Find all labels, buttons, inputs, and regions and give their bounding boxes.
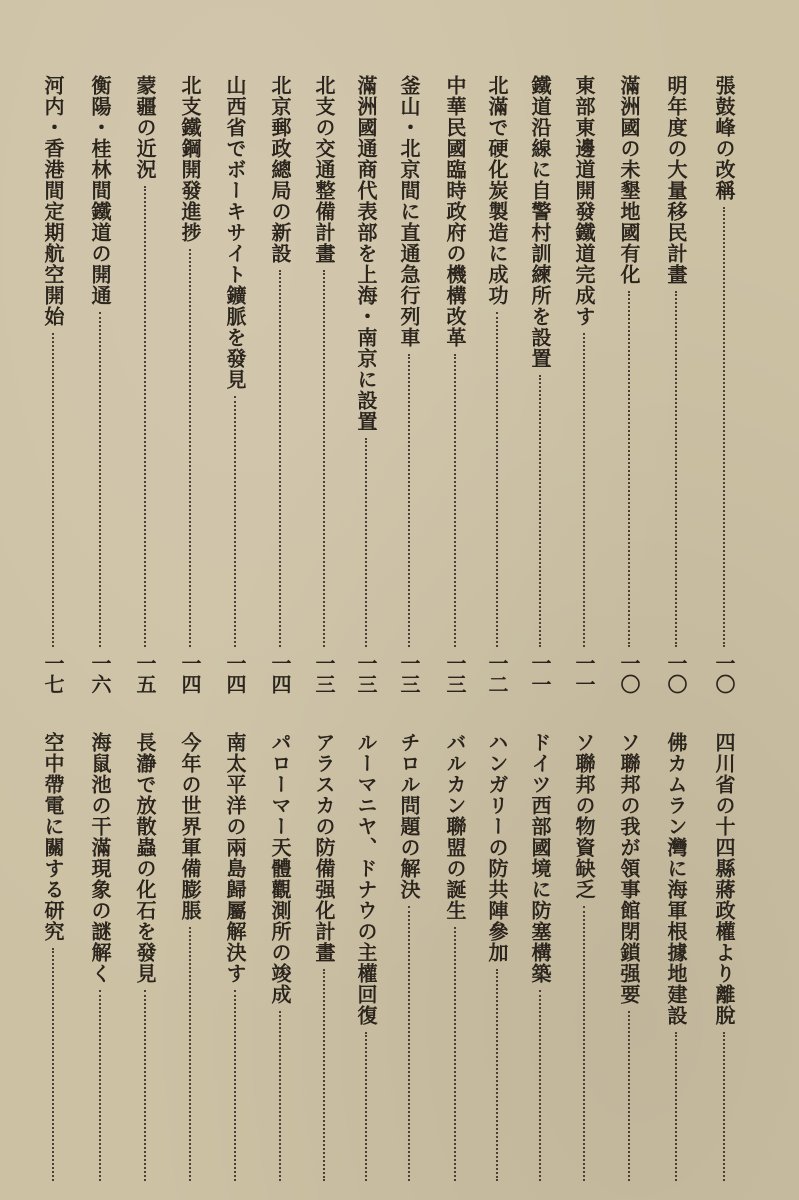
entry-page: 一一: [528, 653, 552, 695]
leader-dots: [323, 969, 325, 1181]
entry-page: 一〇: [712, 653, 736, 695]
toc-block-bottom: [0, 732, 799, 1187]
toc-entry: [266, 75, 294, 695]
entry-page: 一三: [443, 653, 467, 695]
entry-title: 山西省でボーキサイト鑛脈を發見: [223, 75, 247, 390]
toc-entry: [39, 732, 67, 1187]
toc-entry: [39, 75, 67, 695]
toc-entry: [441, 75, 469, 695]
entry-title: 北滿で硬化炭製造に成功: [485, 75, 509, 306]
entry-page: 一〇: [617, 653, 641, 695]
toc-entry: [710, 75, 738, 695]
leader-dots: [539, 375, 541, 647]
toc-entry: [221, 75, 249, 695]
leader-dots: [189, 249, 191, 647]
leader-dots: [234, 990, 236, 1181]
toc-entry: [570, 732, 598, 1187]
entry-title: 滿洲國通商代表部を上海・南京に設置: [354, 75, 378, 432]
entry-title: パローマー天體觀測所の竣成: [268, 732, 292, 1005]
entry-title: 北京郵政總局の新設: [268, 75, 292, 264]
leader-dots: [99, 990, 101, 1181]
leader-dots: [408, 354, 410, 647]
leader-dots: [144, 990, 146, 1181]
toc-entry: [176, 732, 204, 1187]
leader-dots: [365, 438, 367, 647]
leader-dots: [723, 207, 725, 647]
toc-entry: [662, 75, 690, 695]
leader-dots: [628, 291, 630, 647]
entry-title: ルーマニヤ、ドナウの主權回復: [354, 732, 378, 1026]
entry-title: 長瀞で放散蟲の化石を發見: [133, 732, 157, 984]
leader-dots: [675, 1032, 677, 1181]
toc-entry: [266, 732, 294, 1187]
entry-page: 一三: [354, 653, 378, 695]
leader-dots: [279, 1011, 281, 1181]
entry-page: 一三: [397, 653, 421, 695]
entry-title: 四川省の十四縣蔣政權より離脫: [712, 732, 736, 1026]
entry-title: 張鼓峰の改稱: [712, 75, 736, 201]
leader-dots: [496, 969, 498, 1181]
entry-title: 佛カムラン灣に海軍根據地建設: [664, 732, 688, 1026]
leader-dots: [323, 270, 325, 647]
entry-page: 一二: [485, 653, 509, 695]
leader-dots: [365, 1032, 367, 1181]
entry-title: 鐵道沿線に自警村訓練所を設置: [528, 75, 552, 369]
leader-dots: [583, 906, 585, 1181]
toc-entry: [526, 75, 554, 695]
toc-entry: [526, 732, 554, 1187]
entry-page: 一〇: [664, 653, 688, 695]
toc-entry: [615, 732, 643, 1187]
entry-title: 北支鐵鋼開發進捗: [178, 75, 202, 243]
entry-title: 滿洲國の未墾地國有化: [617, 75, 641, 285]
toc-block-top: [0, 75, 799, 695]
toc-entry: [176, 75, 204, 695]
entry-title: 海鼠池の干滿現象の謎解く: [88, 732, 112, 984]
toc-entry: [483, 75, 511, 695]
toc-entry: [131, 75, 159, 695]
entry-page: 一四: [268, 653, 292, 695]
entry-title: 蒙疆の近況: [133, 75, 157, 180]
toc-entry: [483, 732, 511, 1187]
entry-title: 南太平洋の兩島歸屬解決す: [223, 732, 247, 984]
entry-title: 北支の交通整備計畫: [312, 75, 336, 264]
entry-title: 釜山・北京間に直通急行列車: [397, 75, 421, 348]
leader-dots: [52, 333, 54, 647]
toc-entry: [441, 732, 469, 1187]
toc-entry: [352, 75, 380, 695]
leader-dots: [723, 1032, 725, 1181]
leader-dots: [52, 948, 54, 1181]
leader-dots: [496, 312, 498, 647]
toc-entry: [710, 732, 738, 1187]
toc-entry: [662, 732, 690, 1187]
entry-title: 衡陽・桂林間鐵道の開通: [88, 75, 112, 306]
entry-title: ソ聯邦の物資缺乏: [572, 732, 596, 900]
toc-entry: [352, 732, 380, 1187]
entry-title: 空中帶電に關する研究: [41, 732, 65, 942]
toc-entry: [131, 732, 159, 1187]
toc-entry: [615, 75, 643, 695]
toc-entry: [395, 732, 423, 1187]
toc-entry: [310, 75, 338, 695]
entry-page: 一一: [572, 653, 596, 695]
entry-title: 東部東邊道開發鐵道完成す: [572, 75, 596, 327]
toc-entry: [221, 732, 249, 1187]
toc-entry: [86, 732, 114, 1187]
toc-entry: [570, 75, 598, 695]
entry-title: ソ聯邦の我が領事館閉鎖强要: [617, 732, 641, 1005]
entry-page: 一五: [133, 653, 157, 695]
entry-title: バルカン聯盟の誕生: [443, 732, 467, 921]
entry-title: 中華民國臨時政府の機構改革: [443, 75, 467, 348]
leader-dots: [279, 270, 281, 647]
leader-dots: [454, 354, 456, 647]
toc-entry: [310, 732, 338, 1187]
entry-page: 一六: [88, 653, 112, 695]
leader-dots: [583, 333, 585, 647]
entry-title: ドイツ西部國境に防塞構築: [528, 732, 552, 984]
leader-dots: [99, 312, 101, 647]
entry-title: チロル問題の解決: [397, 732, 421, 900]
entry-title: アラスカの防備强化計畫: [312, 732, 336, 963]
entry-page: 一七: [41, 653, 65, 695]
entry-title: ハンガリーの防共陣參加: [485, 732, 509, 963]
entry-title: 今年の世界軍備膨脹: [178, 732, 202, 921]
entry-title: 明年度の大量移民計畫: [664, 75, 688, 285]
leader-dots: [539, 990, 541, 1181]
leader-dots: [234, 396, 236, 647]
toc-entry: [86, 75, 114, 695]
leader-dots: [628, 1011, 630, 1181]
leader-dots: [454, 927, 456, 1181]
leader-dots: [189, 927, 191, 1181]
leader-dots: [408, 906, 410, 1181]
leader-dots: [144, 186, 146, 647]
entry-page: 一四: [178, 653, 202, 695]
toc-entry: [395, 75, 423, 695]
entry-page: 一四: [223, 653, 247, 695]
entry-title: 河内・香港間定期航空開始: [41, 75, 65, 327]
leader-dots: [675, 291, 677, 647]
entry-page: 一三: [312, 653, 336, 695]
